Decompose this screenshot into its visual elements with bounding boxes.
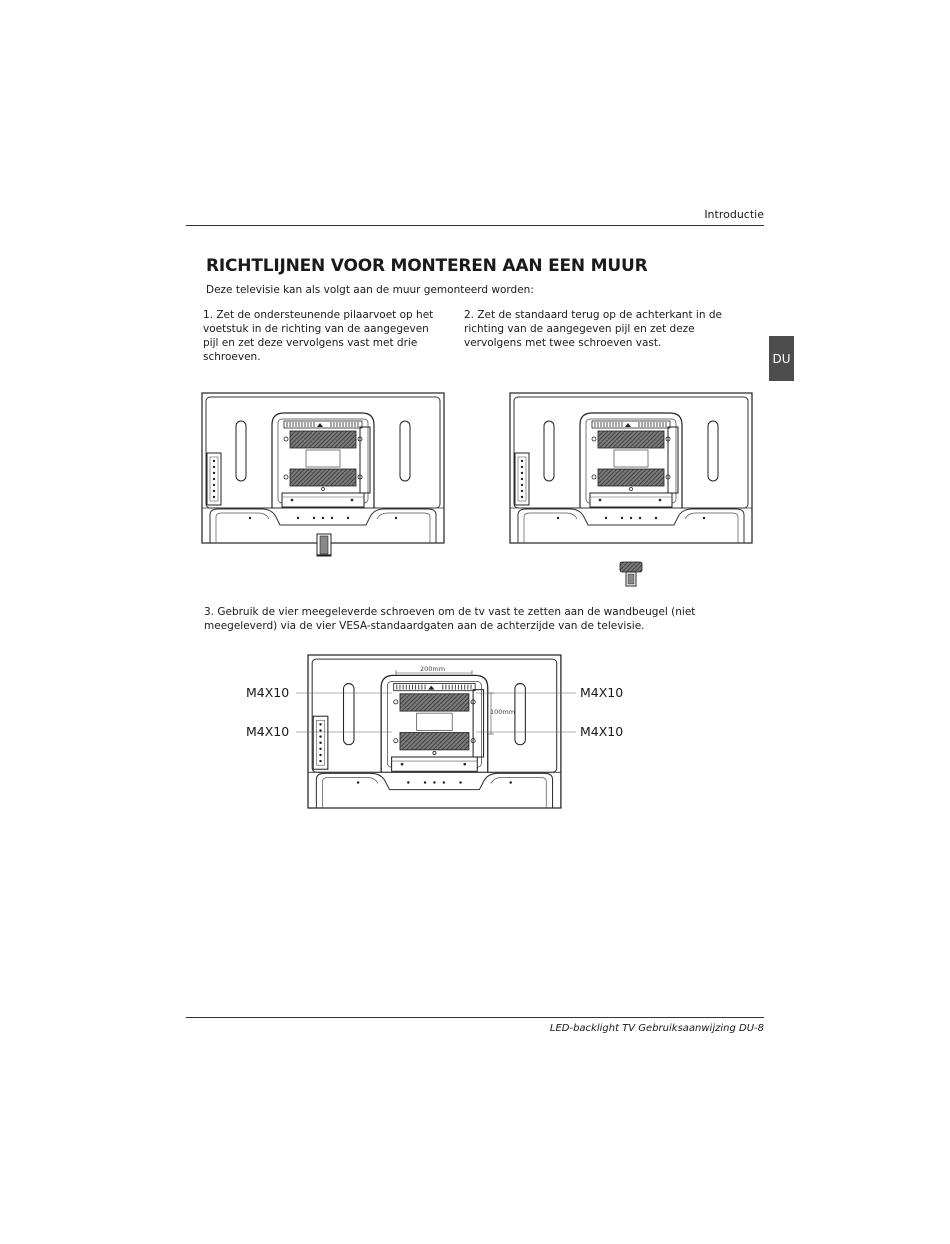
- section-label: Introductie: [704, 208, 764, 221]
- screw-label-top-right: M4X10: [580, 685, 624, 700]
- stand-pillar-illustration: [317, 534, 331, 556]
- tv-back-diagram-step-1: [201, 392, 445, 562]
- page-title: RICHTLIJNEN VOOR MONTEREN AAN EEN MUUR: [206, 256, 648, 276]
- screw-label-bottom-right: M4X10: [580, 724, 624, 739]
- footer-rule: [186, 1017, 764, 1018]
- step-2-text: 2. Zet de standaard terug op de achterkant in de richting van de aangegeven pijl en zet deze vervolgens met twee schroeven vast.: [464, 309, 722, 349]
- step-3-text: 3. Gebruik de vier meegeleverde schroeven om de tv vast te zetten aan de wandbeugel (niet meegeleverd) via de vier VESA-standaardgaten aan de achterzijde van de televisie.: [204, 606, 696, 632]
- page-footer: LED-backlight TV Gebruiksaanwijzing DU-8: [549, 1023, 764, 1034]
- screw-label-top-left: M4X10: [246, 685, 290, 700]
- tv-back-diagram-step-2: [509, 392, 753, 604]
- stand-base-illustration: [620, 562, 642, 586]
- intro-text: Deze televisie kan als volgt aan de muur gemonteerd worden:: [206, 284, 534, 296]
- screw-leader-lines: [296, 686, 580, 738]
- height-dimension-label: 100mm: [490, 708, 516, 716]
- width-dimension-label: 200mm: [420, 665, 446, 673]
- step-1-text: 1. Zet de ondersteunende pilaarvoet op het voetstuk in de richting van de aangegeven pijl en zet deze vervolgens vast met drie schroeven.: [203, 309, 434, 363]
- screw-label-bottom-left: M4X10: [246, 724, 290, 739]
- header-rule: [186, 225, 764, 226]
- language-tab: DU: [769, 336, 794, 381]
